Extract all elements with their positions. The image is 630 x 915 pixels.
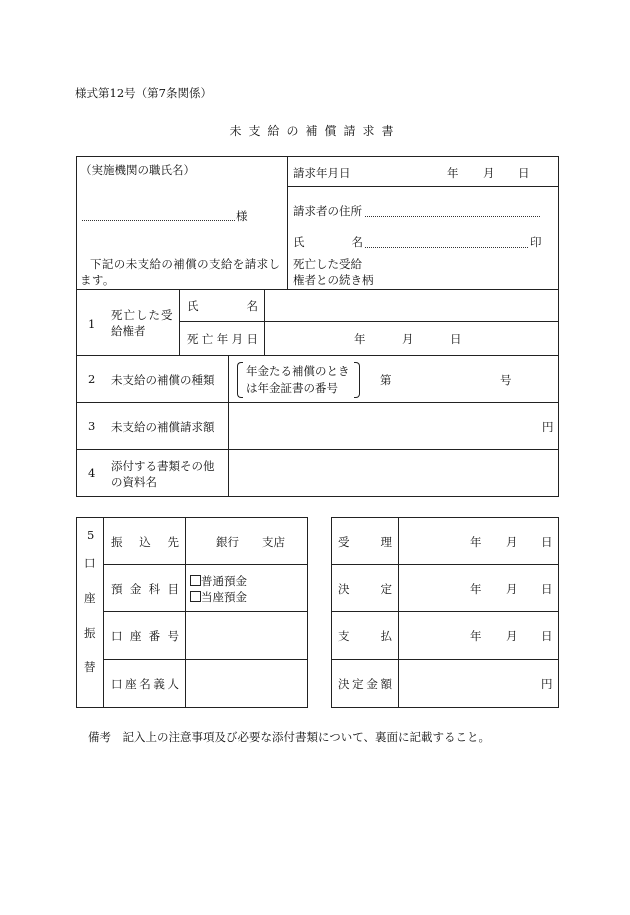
bank-side-char-3: 振 bbox=[84, 626, 96, 640]
branch-name-suffix: 支店 bbox=[262, 535, 285, 549]
bracket-left bbox=[237, 362, 243, 398]
seal-mark: 印 bbox=[530, 235, 542, 249]
section4-label-line1: 添付する書類その他 bbox=[111, 459, 215, 473]
option-ordinary[interactable] bbox=[190, 573, 247, 589]
deceased-name-label: 氏 名 bbox=[187, 299, 258, 313]
certificate-number-field[interactable] bbox=[396, 364, 496, 392]
section1-label-line1: 死亡した受 bbox=[111, 308, 174, 322]
section1-label-line2: 給権者 bbox=[111, 324, 146, 338]
claimant-address-field[interactable] bbox=[365, 216, 540, 217]
bank-name-suffix: 銀行 bbox=[216, 535, 239, 549]
claimant-name-field[interactable] bbox=[365, 247, 528, 248]
section3-number: 3 bbox=[88, 419, 96, 433]
decided-amount-unit: 円 bbox=[541, 677, 553, 691]
option-ordinary-label: 普通預金 bbox=[201, 574, 247, 588]
honorific: 様 bbox=[236, 209, 248, 223]
checkbox-ordinary[interactable] bbox=[190, 575, 201, 586]
pension-note-line1: 年金たる補償のとき bbox=[246, 364, 350, 378]
death-year: 年 bbox=[354, 332, 366, 346]
bank-side-number: 5 bbox=[87, 528, 95, 542]
account-holder-label: 口 座 名 義 人 bbox=[111, 677, 179, 691]
attachments-field[interactable] bbox=[229, 450, 557, 495]
decided-amount-label: 決 定 金 額 bbox=[338, 677, 392, 691]
decided-year: 年 bbox=[470, 582, 482, 596]
claim-amount-field[interactable] bbox=[229, 403, 534, 449]
decided-label: 決 定 bbox=[338, 582, 392, 596]
received-year: 年 bbox=[470, 535, 482, 549]
bank-side-char-1: 口 bbox=[84, 556, 96, 570]
account-holder-field[interactable] bbox=[186, 660, 307, 707]
received-label: 受 理 bbox=[338, 535, 392, 549]
claim-date-label: 請求年月日 bbox=[293, 166, 351, 180]
deceased-name-field[interactable] bbox=[265, 290, 558, 321]
paid-year: 年 bbox=[470, 629, 482, 643]
paid-label: 支 払 bbox=[338, 629, 392, 643]
pension-note-line2: は年金証書の番号 bbox=[246, 381, 338, 395]
transfer-to-label: 振 込 先 bbox=[111, 535, 179, 549]
section1-number: 1 bbox=[88, 317, 96, 331]
death-date-label: 死 亡 年 月 日 bbox=[187, 332, 258, 346]
certificate-prefix: 第 bbox=[380, 373, 392, 387]
option-current[interactable] bbox=[190, 589, 247, 605]
paid-day: 日 bbox=[541, 629, 553, 643]
certificate-suffix: 号 bbox=[500, 373, 512, 387]
paid-month: 月 bbox=[506, 629, 518, 643]
relationship-label-line2: 権者との続き柄 bbox=[293, 273, 374, 287]
claimant-address-label: 請求者の住所 bbox=[293, 204, 362, 218]
section2-label: 未支給の補償の種類 bbox=[111, 373, 215, 387]
relationship-label-line1: 死亡した受給 bbox=[293, 257, 362, 271]
bank-side-char-4: 替 bbox=[84, 660, 96, 674]
remarks: 備考 記入上の注意事項及び必要な添付書類について、裏面に記載すること。 bbox=[88, 730, 491, 744]
account-type-label: 預 金 科 目 bbox=[111, 582, 179, 596]
request-text: 下記の未支給の補償の支給を請求します。 bbox=[80, 257, 281, 287]
claim-year: 年 bbox=[447, 166, 459, 180]
form-number: 様式第12号（第7条関係） bbox=[75, 86, 212, 100]
section3-label: 未支給の補償請求額 bbox=[111, 420, 215, 434]
claim-amount-unit: 円 bbox=[542, 420, 554, 434]
form-title: 未支給の補償請求書 bbox=[229, 124, 401, 138]
account-number-label: 口 座 番 号 bbox=[111, 629, 179, 643]
section2-number: 2 bbox=[88, 372, 96, 386]
received-day: 日 bbox=[541, 535, 553, 549]
received-month: 月 bbox=[506, 535, 518, 549]
claimant-name-label: 氏 名 bbox=[293, 235, 363, 249]
account-number-field[interactable] bbox=[186, 612, 307, 659]
decided-day: 日 bbox=[541, 582, 553, 596]
bank-side-char-2: 座 bbox=[84, 591, 96, 605]
option-current-label: 当座預金 bbox=[201, 590, 247, 604]
checkbox-current[interactable] bbox=[190, 591, 201, 602]
section4-label-line2: の資料名 bbox=[111, 475, 157, 489]
agency-field[interactable] bbox=[82, 220, 235, 221]
bracket-right bbox=[354, 362, 360, 398]
claim-day: 日 bbox=[518, 166, 530, 180]
death-month: 月 bbox=[402, 332, 414, 346]
section4-number: 4 bbox=[88, 466, 96, 480]
decided-month: 月 bbox=[506, 582, 518, 596]
death-day: 日 bbox=[450, 332, 462, 346]
claim-month: 月 bbox=[483, 166, 495, 180]
agency-label: （実施機関の職氏名） bbox=[80, 163, 195, 177]
